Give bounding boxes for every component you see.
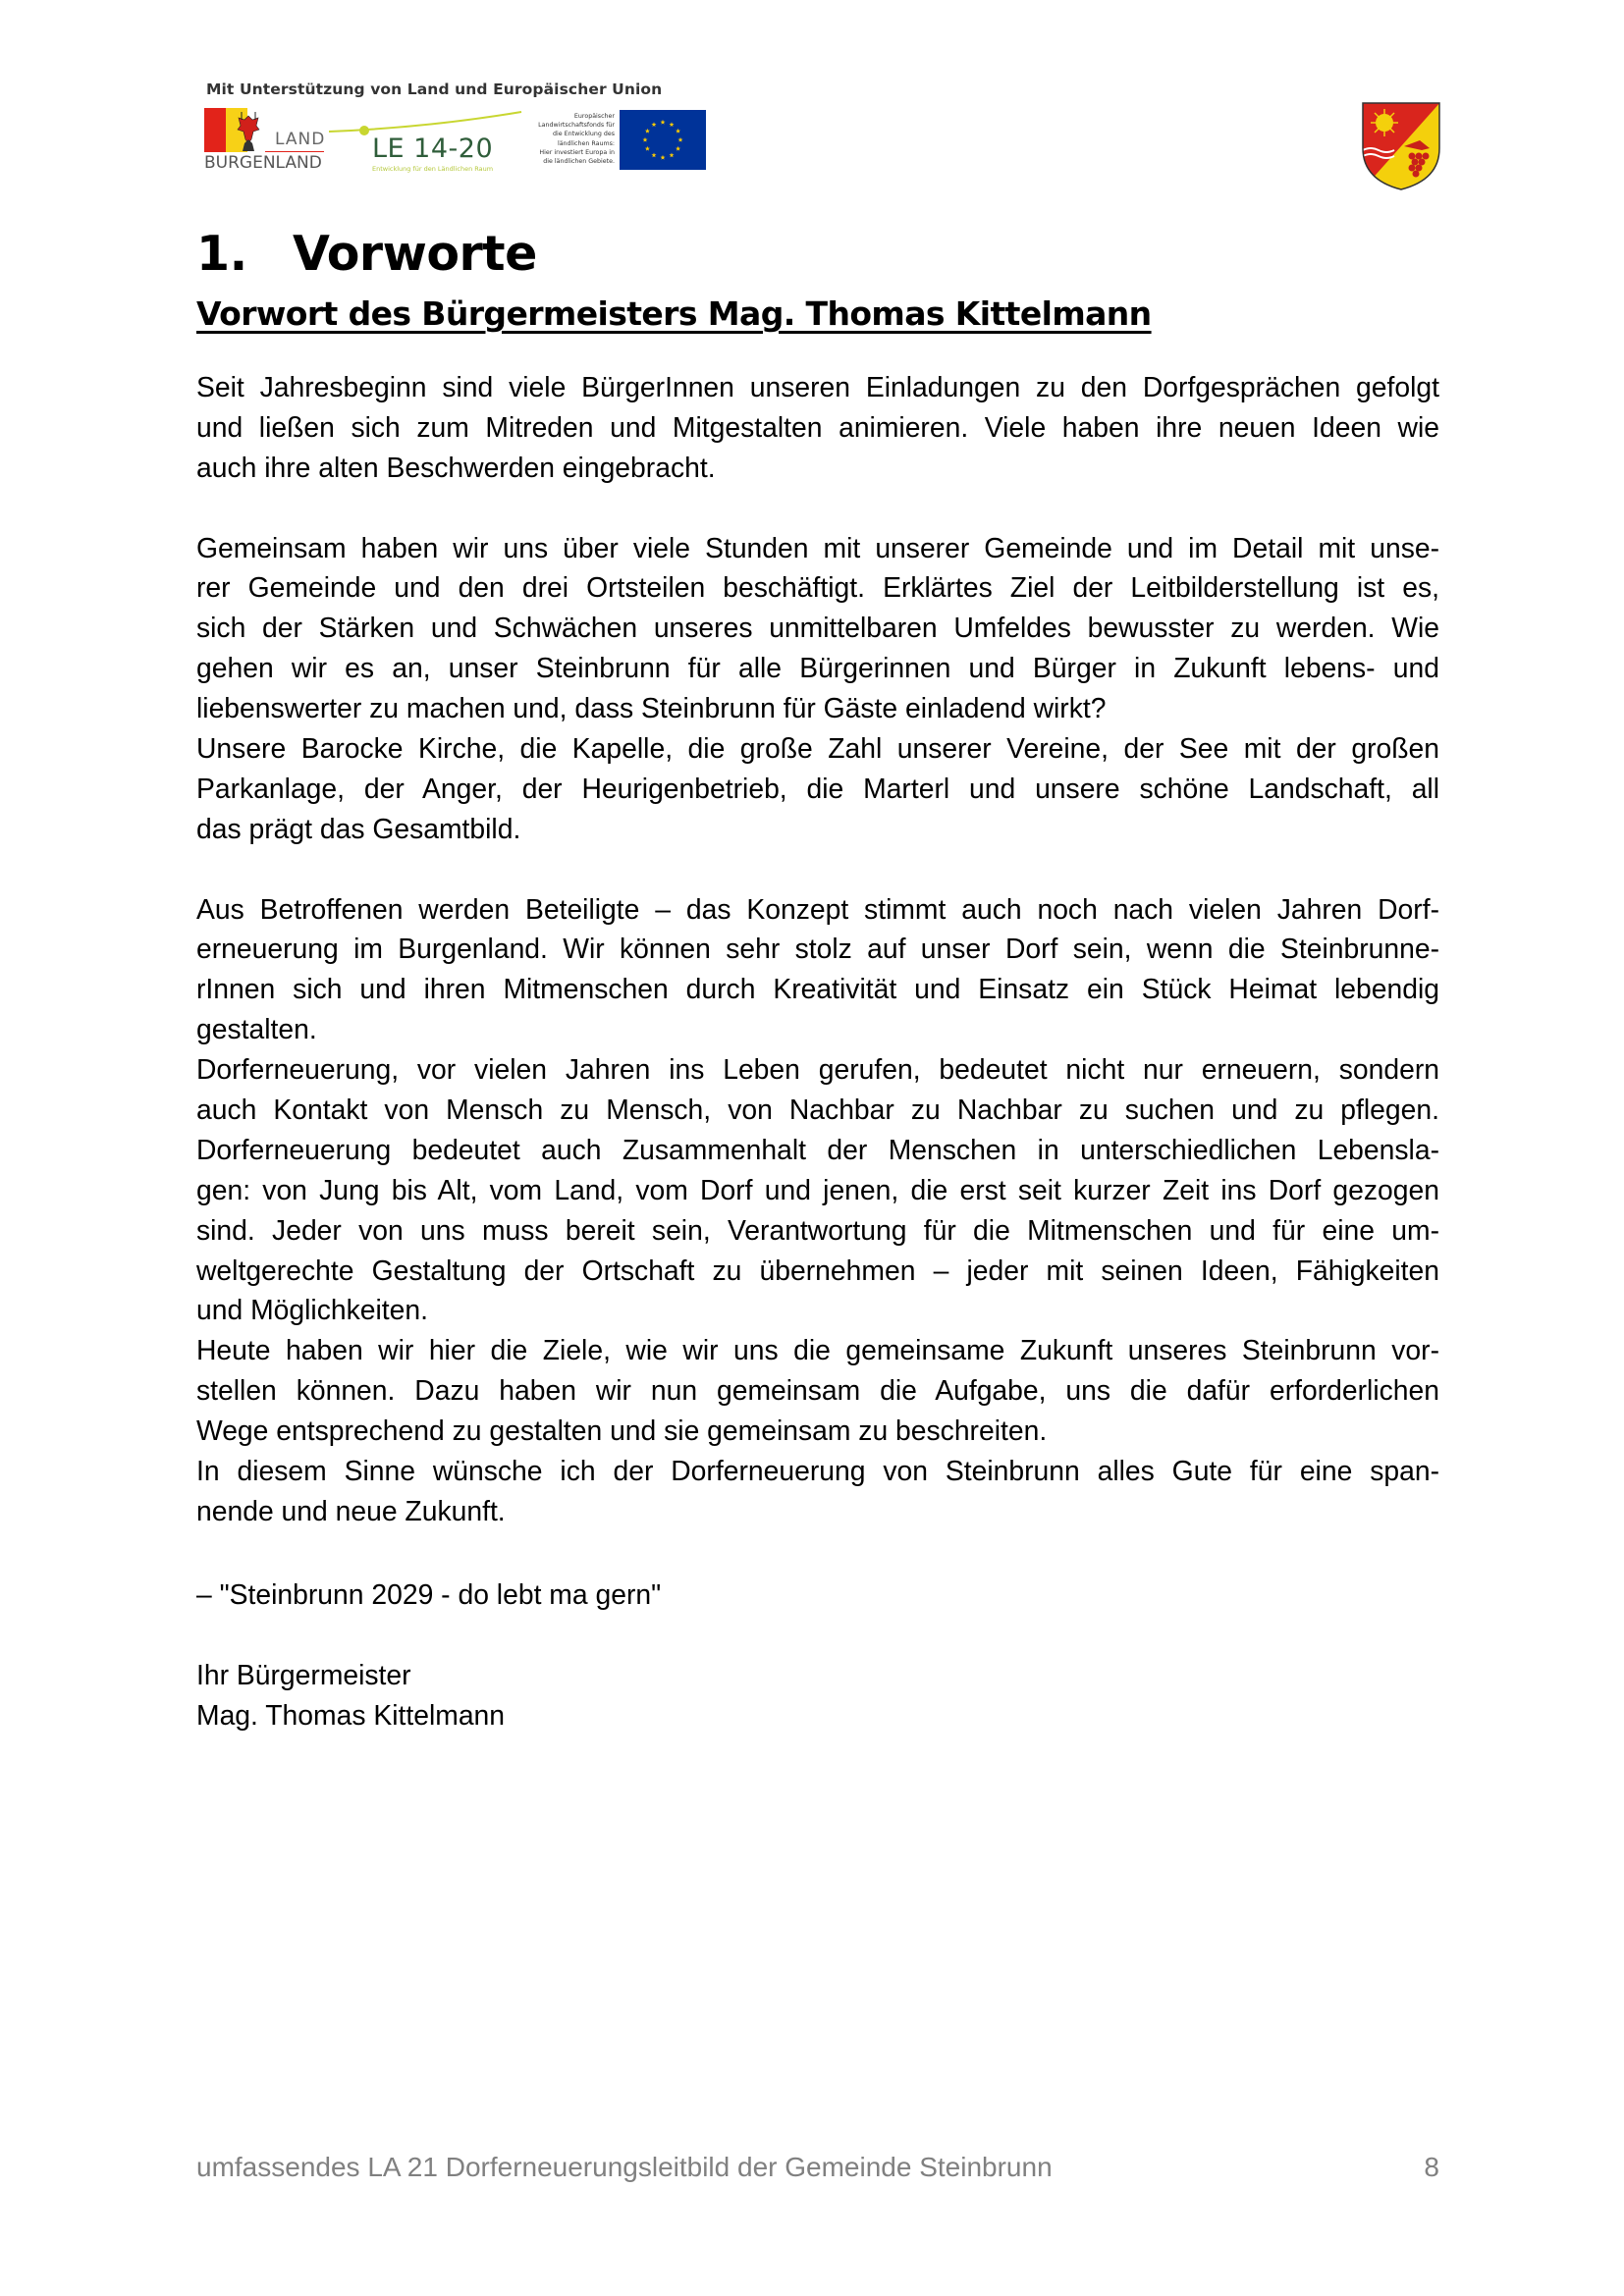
body-text-line: gestalten. [196, 1013, 317, 1045]
subsection-heading: Vorwort des Bürgermeisters Mag. Thomas Kittelmann [196, 294, 1152, 333]
body-text-line: und ließen sich zum Mitreden und Mitgestalten animieren. Viele haben ihre neuen Ideen wie [196, 410, 1439, 443]
body-text-line: gehen wir es an, unser Steinbrunn für alle Bürgerinnen und Bürger in Zukunft lebens- und [196, 652, 1439, 684]
eu-star-icon [676, 146, 680, 151]
eu-star-icon [661, 155, 666, 160]
eu-star-icon [670, 152, 675, 157]
eu-star-icon [678, 137, 683, 142]
body-text-line: Gemeinsam haben wir uns über viele Stunden mit unserer Gemeinde und im Detail mit unse- [196, 531, 1439, 563]
eu-star-icon [643, 137, 648, 142]
body-text-line: nende und neue Zukunft. [196, 1494, 506, 1526]
body-text-line: auch Kontakt von Mensch zu Mensch, von Nachbar zu Nachbar zu suchen und zu pflegen. [196, 1094, 1439, 1126]
body-text-line: Wege entsprechend zu gestalten und sie gemeinsam zu beschreiten. [196, 1415, 1048, 1447]
body-text-line: Heute haben wir hier die Ziele, wie wir uns die gemeinsame Zukunft unseres Steinbrunn vor- [196, 1334, 1439, 1366]
eu-text-line: Europäischer [573, 113, 615, 120]
foreword-body [196, 367, 1439, 1531]
body-text-line: sich der Stärken und Schwächen unseres unmittelbaren Umfeldes bewusster zu werden. Wie [196, 612, 1439, 644]
body-text-line: Aus Betroffenen werden Beteiligte – das Konzept stimmt auch noch nach vielen Jahren Dorf- [196, 892, 1439, 925]
eu-text-line: die ländlichen Gebiete. [543, 158, 615, 166]
eu-star-icon [670, 122, 675, 127]
page-footer [196, 2152, 1439, 2183]
body-text-line: rInnen sich und ihren Mitmenschen durch Kreativität und Einsatz ein Stück Heimat lebendig [196, 973, 1439, 1005]
eu-star-icon [645, 146, 650, 151]
eu-star-icon [661, 120, 666, 125]
body-text-line: liebenswerter zu machen und, dass Steinbrunn für Gäste einladend wirkt? [196, 692, 1107, 724]
body-text-line: In diesem Sinne wünsche ich der Dorferneuerung von Steinbrunn alles Gute für eine span- [196, 1455, 1439, 1487]
body-text-line: stellen können. Dazu haben wir nun gemeinsam die Aufgabe, uns die dafür erforderlichen [196, 1374, 1439, 1407]
body-text-line: Seit Jahresbeginn sind viele BürgerInnen unseren Einladungen zu den Dorfgesprächen gefolgt [196, 371, 1439, 402]
eu-star-icon [676, 129, 680, 133]
signature-role: Ihr Bürgermeister [196, 1658, 411, 1690]
le-title: LE 14-20 [372, 133, 494, 164]
eu-text-line: ländlichen Raums: [557, 139, 615, 147]
paragraph-gap [196, 488, 1439, 528]
land-burgenland-logo [204, 108, 326, 173]
body-text-line: weltgerechte Gestaltung der Ortschaft zu übernehmen – jeder mit seinen Ideen, Fähigkeiten [196, 1254, 1439, 1286]
body-text-line: rer Gemeinde und den drei Ortsteilen beschäftigt. Erklärtes Ziel der Leitbilderstellung ist es, [196, 571, 1439, 604]
body-text-line: Parkanlage, der Anger, der Heurigenbetrieb, die Marterl und unsere schöne Landschaft, all [196, 772, 1439, 804]
eu-star-icon [652, 152, 657, 157]
logo-divider [265, 151, 324, 152]
section-number: 1. [196, 226, 247, 282]
body-text-line: gen: von Jung bis Alt, vom Land, vom Dorf und jenen, die erst seit kurzer Zeit ins Dorf gezogen [196, 1173, 1439, 1205]
signature-name: Mag. Thomas Kittelmann [196, 1698, 506, 1731]
support-text: Mit Unterstützung von Land und Europäischer Union [206, 80, 663, 98]
body-text-line: sind. Jeder von uns muss bereit sein, Verantwortung für die Mitmenschen und für eine um- [196, 1213, 1439, 1246]
closing-block [196, 1575, 661, 1735]
eagle-icon [236, 110, 261, 153]
body-text-line: und Möglichkeiten. [196, 1294, 428, 1326]
footer-title: umfassendes LA 21 Dorferneuerungsleitbild der Gemeinde Steinbrunn [196, 2152, 1053, 2182]
body-text-line: Dorferneuerung, vor vielen Jahren ins Leben gerufen, bedeutet nicht nur erneuern, sondern [196, 1053, 1439, 1086]
logo-text-land: LAND [275, 130, 326, 149]
body-text-line: Dorferneuerung bedeutet auch Zusammenhalt der Menschen in unterschiedlichen Lebensla- [196, 1133, 1439, 1165]
le-subtitle: Entwicklung für den Ländlichen Raum [372, 165, 494, 173]
section-title: Vorworte [293, 226, 537, 282]
body-text-line: auch ihre alten Beschwerden eingebracht. [196, 451, 716, 483]
eu-text-line: Hier investiert Europa in [539, 148, 615, 156]
body-text-line: erneuerung im Burgenland. Wir können sehr stolz auf unser Dorf sein, wenn die Steinbrunne- [196, 933, 1439, 965]
paragraph-gap [196, 849, 1439, 889]
le-14-20-logo [329, 110, 535, 175]
motto: – "Steinbrunn 2029 - do lebt ma gern" [196, 1578, 662, 1610]
flag-red-stripe [204, 108, 226, 152]
eu-star-icon [645, 129, 650, 133]
coat-of-arms-icon [1361, 101, 1441, 191]
logo-text-burgenland: BURGENLAND [204, 153, 322, 173]
page-number: 8 [1424, 2152, 1439, 2182]
section-heading [196, 226, 537, 282]
body-text-line: Unsere Barocke Kirche, die Kapelle, die große Zahl unserer Vereine, der See mit der großen [196, 732, 1439, 765]
body-text-line: das prägt das Gesamtbild. [196, 812, 521, 844]
eu-fund-text [530, 112, 615, 166]
eu-text-line: die Entwicklung des [553, 131, 615, 138]
eu-text-line: Landwirtschaftsfonds für [538, 122, 615, 130]
eu-flag-icon [620, 110, 706, 170]
eu-star-icon [652, 122, 657, 127]
